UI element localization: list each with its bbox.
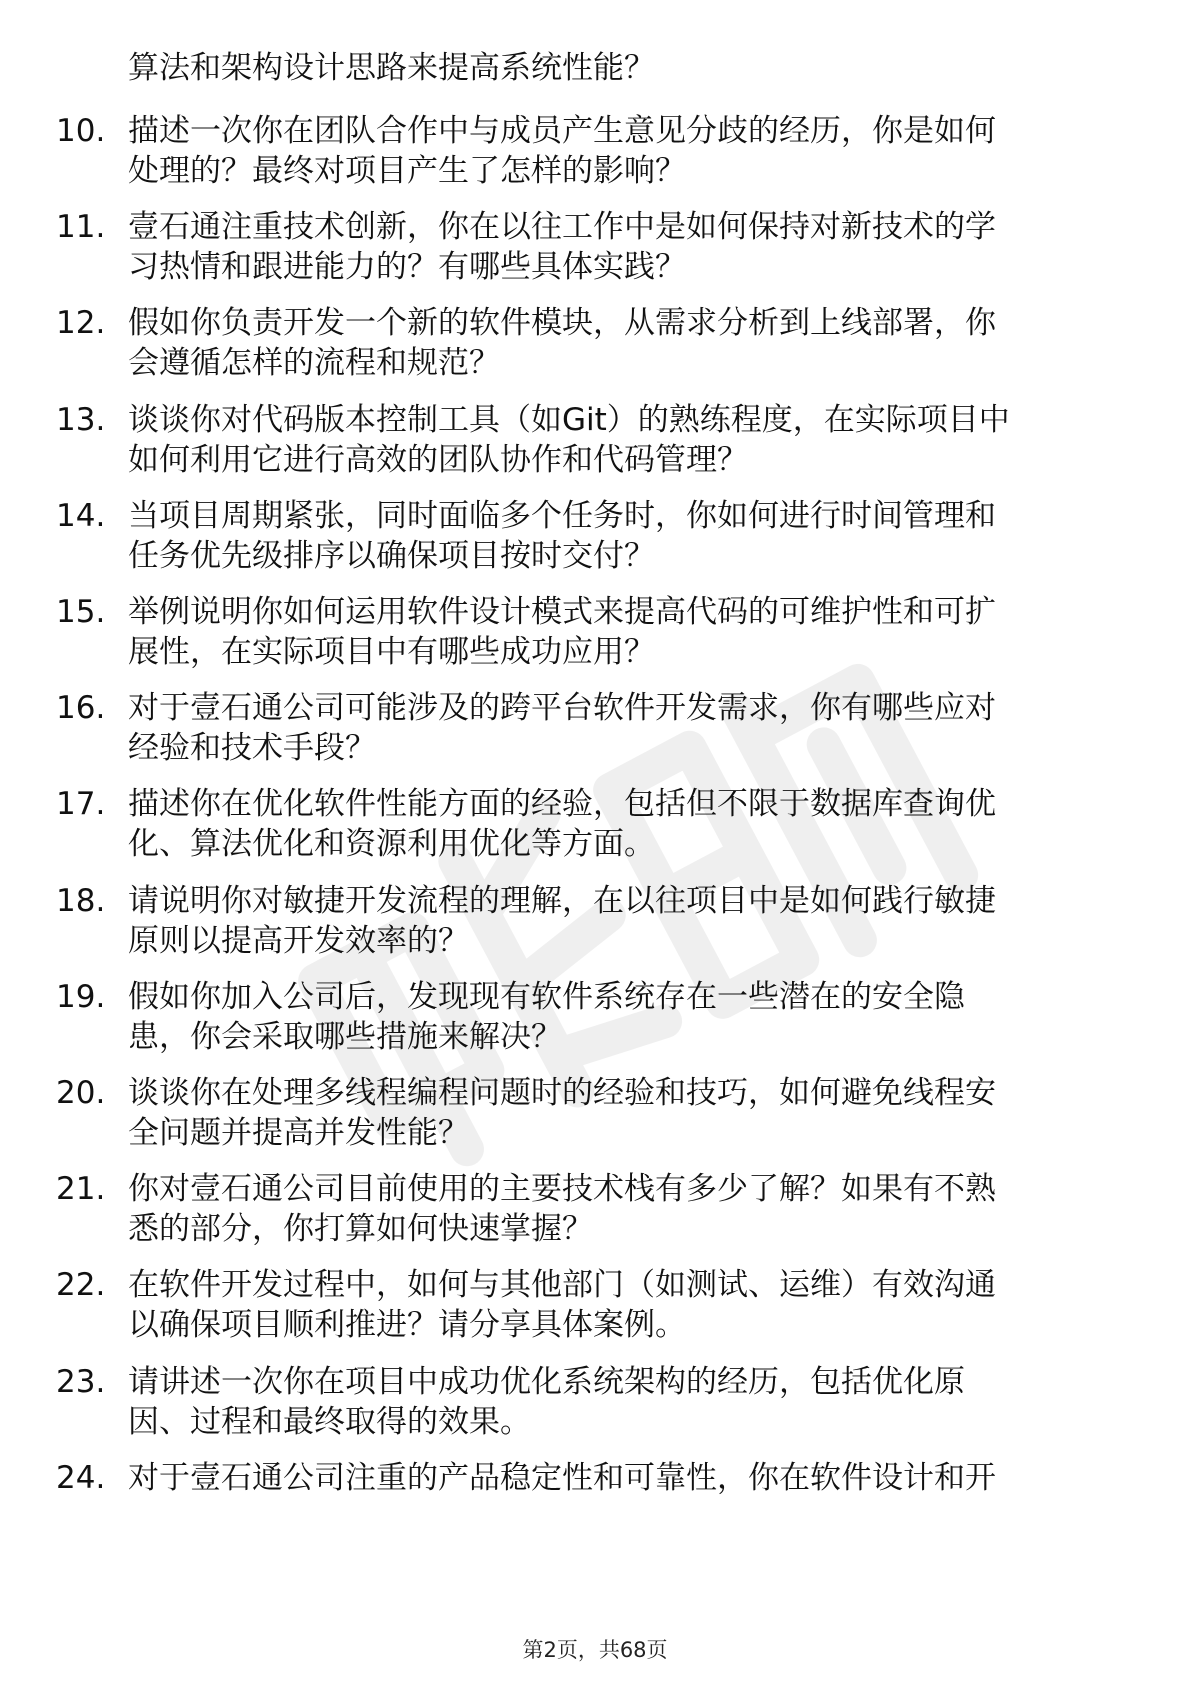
list-item xyxy=(0,1169,1190,1253)
question-line: 习热情和跟进能力的？有哪些具体实践？ xyxy=(128,249,686,285)
question-text xyxy=(128,1073,1128,1153)
question-text xyxy=(128,1458,1128,1498)
question-line: 因、过程和最终取得的效果。 xyxy=(128,1404,531,1440)
question-line: 对于壹石通公司可能涉及的跨平台软件开发需求，你有哪些应对 xyxy=(128,690,996,726)
question-line: 假如你负责开发一个新的软件模块，从需求分析到上线部署，你 xyxy=(128,305,996,341)
question-number: 20. xyxy=(56,1075,106,1111)
question-line: 悉的部分，你打算如何快速掌握？ xyxy=(128,1211,593,1247)
list-item xyxy=(0,207,1190,291)
question-number: 14. xyxy=(56,498,106,534)
question-text xyxy=(128,1362,1128,1442)
question-number: 22. xyxy=(56,1267,106,1303)
question-number: 24. xyxy=(56,1460,106,1496)
list-item xyxy=(0,1073,1190,1157)
list-item xyxy=(0,111,1190,195)
question-text xyxy=(128,592,1128,672)
question-line: 请说明你对敏捷开发流程的理解，在以往项目中是如何践行敏捷 xyxy=(128,883,996,919)
question-line: 请讲述一次你在项目中成功优化系统架构的经历，包括优化原 xyxy=(128,1364,965,1400)
question-number: 16. xyxy=(56,690,106,726)
question-number: 23. xyxy=(56,1364,106,1400)
question-line: 任务优先级排序以确保项目按时交付？ xyxy=(128,538,655,574)
list-item xyxy=(0,400,1190,484)
question-line: 经验和技术手段？ xyxy=(128,730,376,766)
question-line: 化、算法优化和资源利用优化等方面。 xyxy=(128,826,655,862)
continuation-text: 算法和架构设计思路来提高系统性能？ xyxy=(128,50,655,86)
question-number: 18. xyxy=(56,883,106,919)
question-text xyxy=(128,1265,1128,1345)
question-number: 21. xyxy=(56,1171,106,1207)
question-line: 举例说明你如何运用软件设计模式来提高代码的可维护性和可扩 xyxy=(128,594,996,630)
question-text xyxy=(128,207,1128,287)
list-item xyxy=(0,1458,1190,1542)
list-item xyxy=(0,496,1190,580)
question-line: 描述你在优化软件性能方面的经验，包括但不限于数据库查询优 xyxy=(128,786,996,822)
question-line: 假如你加入公司后，发现现有软件系统存在一些潜在的安全隐 xyxy=(128,979,965,1015)
question-text xyxy=(128,496,1128,576)
question-text xyxy=(128,977,1128,1057)
question-line: 全问题并提高并发性能？ xyxy=(128,1115,469,1151)
question-line: 壹石通注重技术创新，你在以往工作中是如何保持对新技术的学 xyxy=(128,209,996,245)
question-line: 原则以提高开发效率的？ xyxy=(128,923,469,959)
question-number: 11. xyxy=(56,209,106,245)
list-item xyxy=(0,881,1190,965)
question-text xyxy=(128,400,1128,480)
question-line: 谈谈你对代码版本控制工具（如Git）的熟练程度，在实际项目中 xyxy=(128,402,1010,438)
list-item xyxy=(0,592,1190,676)
question-line: 以确保项目顺利推进？请分享具体案例。 xyxy=(128,1307,686,1343)
question-number: 19. xyxy=(56,979,106,1015)
question-line: 你对壹石通公司目前使用的主要技术栈有多少了解？如果有不熟 xyxy=(128,1171,996,1207)
question-number: 10. xyxy=(56,113,106,149)
question-text xyxy=(128,784,1128,864)
list-item xyxy=(0,784,1190,868)
question-number: 12. xyxy=(56,305,106,341)
list-item xyxy=(0,977,1190,1061)
question-number: 15. xyxy=(56,594,106,630)
question-line: 如何利用它进行高效的团队协作和代码管理？ xyxy=(128,442,748,478)
question-line: 会遵循怎样的流程和规范？ xyxy=(128,345,500,381)
list-item xyxy=(0,688,1190,772)
question-line: 在软件开发过程中，如何与其他部门（如测试、运维）有效沟通 xyxy=(128,1267,996,1303)
question-line: 谈谈你在处理多线程编程问题时的经验和技巧，如何避免线程安 xyxy=(128,1075,996,1111)
page-footer: 第2页，共68页 xyxy=(522,1638,668,1662)
question-line: 当项目周期紧张，同时面临多个任务时，你如何进行时间管理和 xyxy=(128,498,996,534)
question-number: 13. xyxy=(56,402,106,438)
list-item xyxy=(0,1265,1190,1349)
question-text xyxy=(128,881,1128,961)
question-number: 17. xyxy=(56,786,106,822)
question-text xyxy=(128,111,1128,191)
question-text xyxy=(128,688,1128,768)
question-line: 展性，在实际项目中有哪些成功应用？ xyxy=(128,634,655,670)
question-line: 描述一次你在团队合作中与成员产生意见分歧的经历，你是如何 xyxy=(128,113,996,149)
question-line: 处理的？最终对项目产生了怎样的影响？ xyxy=(128,153,686,189)
list-item xyxy=(0,1362,1190,1446)
question-line: 患，你会采取哪些措施来解决？ xyxy=(128,1019,562,1055)
list-item xyxy=(0,303,1190,387)
question-text xyxy=(128,303,1128,383)
question-line: 对于壹石通公司注重的产品稳定性和可靠性，你在软件设计和开 xyxy=(128,1460,996,1496)
question-text xyxy=(128,1169,1128,1249)
